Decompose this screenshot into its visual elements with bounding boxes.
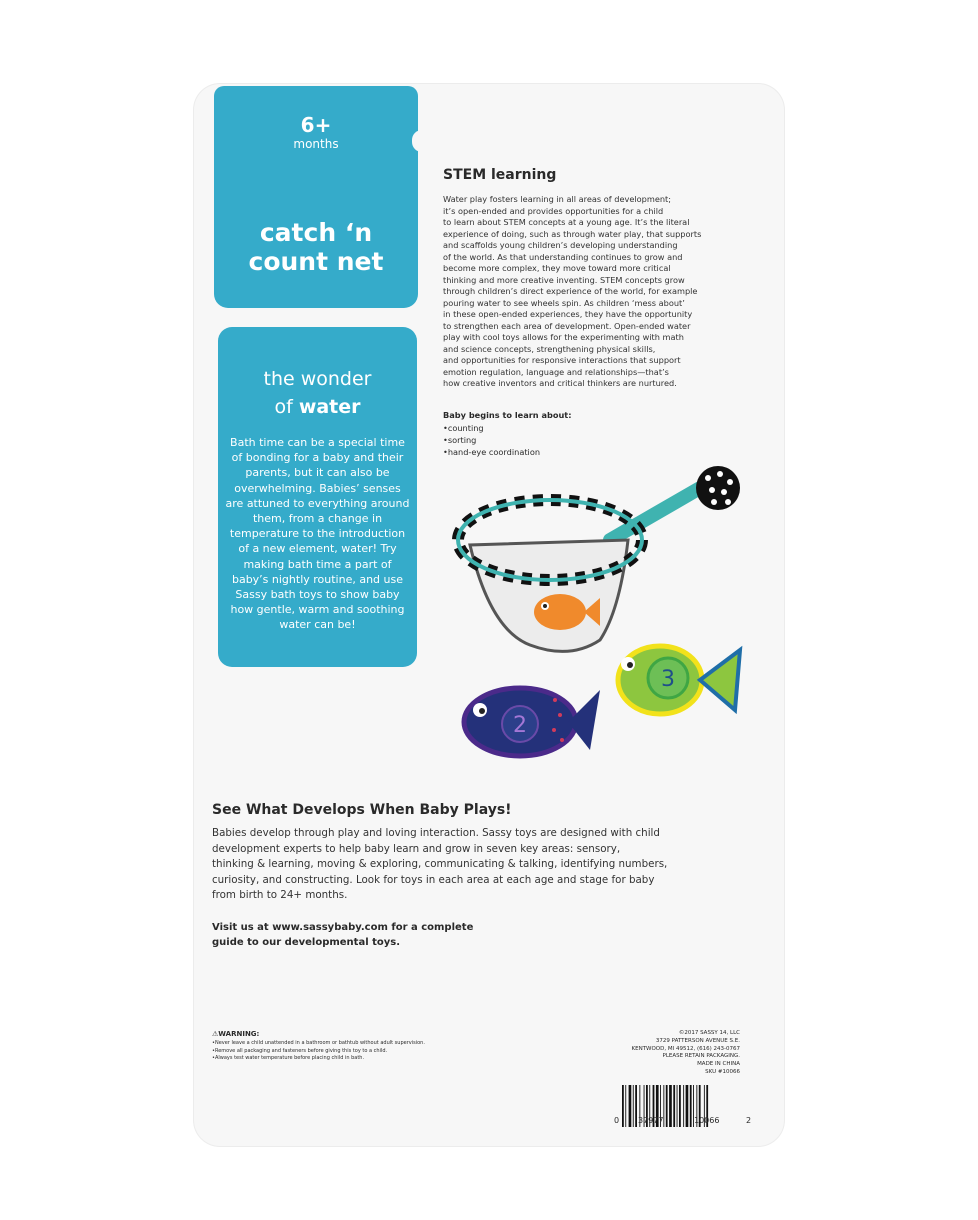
warning-item: • Remove all packaging and fasteners before giving this toy to a child. — [212, 1048, 442, 1056]
warning-item: • Always test water temperature before placing child in bath. — [212, 1055, 442, 1063]
barcode-bar — [673, 1085, 675, 1127]
water-panel-title — [218, 365, 417, 421]
warning-title: ⚠WARNING: — [212, 1030, 260, 1038]
water-panel — [218, 327, 417, 667]
stem-body: Water play fosters learning in all areas of development; it’s open-ended and provides opportunities for a child to learn about STEM concepts at a young age. It’s the literal experience of doing, such as through water play, that supports and scaffolds young children’s developing understanding of the world. As that understanding continues to grow and become more complex, they move toward more critical thinking and more creative inventing. STEM concepts grow through children’s direct experience of the world, for example pouring water to see wheels spin. As children ‘mess about’ in these open-ended experiences, they have the opportunity to strengthen each area of development. Open-ended water play with cool toys allows for the experimenting with math and science concepts, strengthening physical skills, and opportunities for responsive interactions that support emotion regulation, language and relationships—that’s how creative inventors and critical thinkers are nurtured. — [443, 194, 702, 388]
product-name — [214, 218, 418, 276]
learn-title: Baby begins to learn about: — [443, 410, 572, 420]
barcode-lead-digit: 0 — [614, 1116, 620, 1125]
learn-item-counting: • counting — [443, 422, 540, 434]
develops-body: Babies develop through play and loving interaction. Sassy toys are designed with child development experts to help baby learn and grow in seven key areas: sensory, thinking & learning, moving & exploring, communicating & talking, identifying numbers, curiosity, and constructing. Look for toys in each area at each age and stage for baby from birth to 24+ months. — [212, 827, 668, 901]
water-title-of: of — [274, 396, 299, 418]
warning-item: • Never leave a child unattended in a bathroom or bathtub without adult supervision. — [212, 1040, 442, 1048]
warning-list — [212, 1040, 442, 1063]
barcode-bar — [625, 1085, 626, 1127]
barcode-bar — [677, 1085, 678, 1127]
green-fish-number: 3 — [661, 667, 675, 692]
barcode-bar — [669, 1085, 672, 1127]
stem-title: STEM learning — [443, 167, 557, 183]
water-title-bold: water — [298, 396, 361, 418]
barcode-right-digits: 10066 — [694, 1116, 720, 1125]
learn-item-hand-eye: • hand-eye coordination — [443, 446, 540, 458]
product-name-line2: count net — [248, 247, 384, 276]
barcode-bar — [633, 1085, 634, 1127]
product-name-line1: catch ‘n — [259, 218, 373, 247]
barcode-bar — [686, 1085, 689, 1127]
develops-title: See What Develops When Baby Plays! — [212, 802, 512, 818]
learn-list — [443, 422, 540, 458]
water-panel-body: Bath time can be a special time of bonding for a baby and their parents, but it can also be overwhelming. Babies’ senses are attuned to everything around them, from a change in temperature to the introduction of a new element, water! Try making bath time a part of baby’s nightly routine, and use Sassy bath toys to show baby how gentle, warm and soothing water can be! — [225, 436, 410, 632]
water-title-line1: the wonder — [263, 368, 372, 390]
months-label: months — [293, 137, 339, 151]
barcode-bar — [683, 1085, 684, 1127]
learn-item-sorting: • sorting — [443, 434, 540, 446]
company-info: ©2017 SASSY 14, LLC 3729 PATTERSON AVENUE S.E. KENTWOOD, MI 49512, (616) 243-0767 PLEASE RETAIN PACKAGING. MADE IN CHINA SKU #10066 — [631, 1030, 740, 1075]
net-and-fish-illustration — [450, 460, 750, 760]
barcode-bar — [690, 1085, 692, 1127]
barcode-bar — [663, 1085, 664, 1127]
barcode-bar — [635, 1085, 637, 1127]
water-title-line2 — [218, 393, 417, 421]
barcode-bar — [666, 1085, 668, 1127]
age-label: 6+ — [300, 113, 332, 137]
green-fish — [618, 646, 740, 714]
product-panel — [214, 86, 418, 308]
barcode-bar — [622, 1085, 624, 1127]
visit-text: Visit us at www.sassybaby.com for a complete guide to our developmental toys. — [212, 922, 474, 948]
barcode-left-digits: 37977 — [638, 1116, 664, 1125]
barcode-check-digit: 2 — [746, 1116, 752, 1125]
barcode-bar — [629, 1085, 632, 1127]
barcode-bar — [679, 1085, 681, 1127]
navy-fish-number: 2 — [513, 713, 527, 738]
navy-fish — [464, 688, 600, 756]
